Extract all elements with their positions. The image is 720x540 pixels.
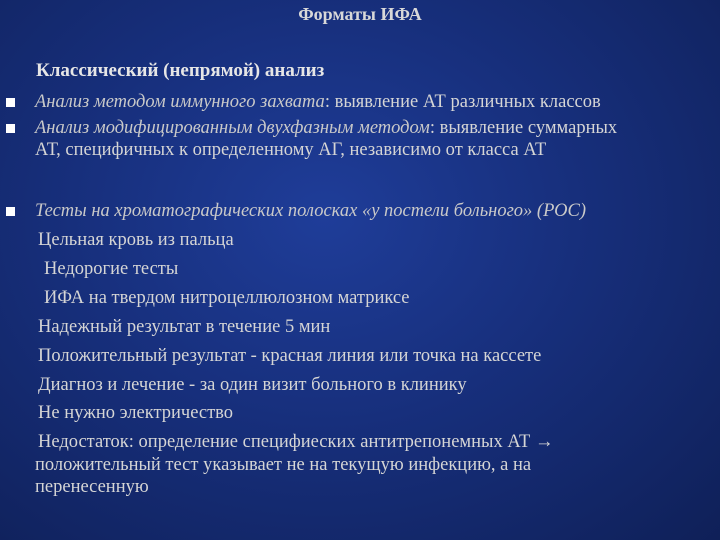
bullet-item-immune-capture bbox=[35, 91, 601, 113]
bullet-item-two-phase bbox=[35, 117, 617, 139]
slide-title: Форматы ИФА bbox=[298, 4, 422, 24]
detail-line: Диагноз и лечение - за один визит больного в клинику bbox=[38, 375, 467, 395]
bullet-italic-text: Анализ модифицированным двухфазным методом bbox=[35, 118, 430, 138]
slide-subtitle: Классический (непрямой) анализ bbox=[36, 60, 325, 81]
bullet-marker bbox=[6, 207, 15, 216]
detail-line: ИФА на твердом нитроцеллюлозном матриксе bbox=[44, 288, 410, 308]
detail-line: перенесенную bbox=[35, 477, 149, 497]
detail-line: Недорогие тесты bbox=[44, 259, 179, 279]
bullet-marker bbox=[6, 124, 15, 133]
detail-line: Не нужно электричество bbox=[38, 403, 234, 423]
detail-line: положительный тест указывает не на текущую инфекцию, а на bbox=[35, 455, 532, 475]
detail-line: Цельная кровь из пальца bbox=[38, 230, 234, 250]
bullet-italic-text: Анализ методом иммунного захвата bbox=[35, 92, 325, 112]
bullet-item-rapid-tests bbox=[35, 200, 586, 222]
detail-line: Надежный результат в течение 5 мин bbox=[38, 317, 331, 337]
bullet-marker bbox=[6, 98, 15, 107]
bullet-italic-text: Тесты на хроматографических полосках «у постели больного» (РОС) bbox=[35, 201, 586, 221]
detail-line: Недостаток: определение специфиеских антитрепонемных АТ → bbox=[38, 432, 554, 452]
detail-line: Положительный результат - красная линия или точка на кассете bbox=[38, 346, 542, 366]
bullet-item-two-phase-continued: АТ, специфичных к определенному АГ, независимо от класса АТ bbox=[35, 140, 547, 160]
bullet-plain-text: : выявление АТ различных классов bbox=[324, 92, 601, 112]
bullet-plain-text: : выявление суммарных bbox=[429, 118, 618, 138]
